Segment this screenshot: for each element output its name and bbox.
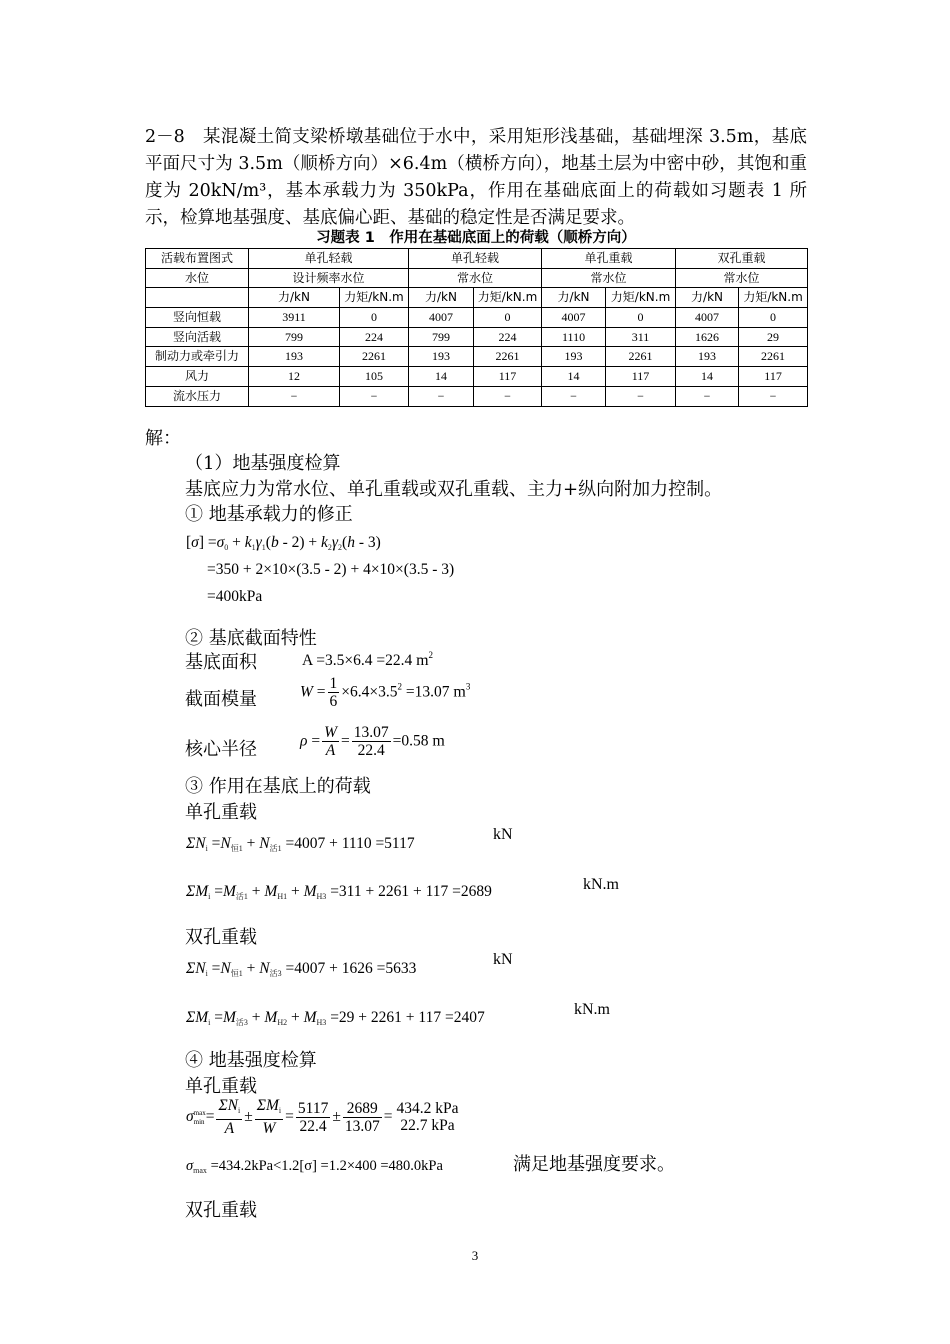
- table-cell: −: [474, 386, 542, 406]
- table-cell: 力矩/kN.m: [340, 288, 409, 308]
- modulus-result: =13.07: [405, 683, 450, 701]
- table-row: [146, 327, 808, 347]
- double-M-equation: $\Sigma M_i =M_{活3} + M_{H2} + M_{H3} =29 + 2261 + 117 =2407$: [186, 1009, 485, 1027]
- stress-result-max: 434.2 kPa: [396, 1100, 459, 1117]
- double-N-unit: kN: [493, 951, 513, 968]
- core-result: =0.58: [392, 732, 429, 750]
- table-cell: 2261: [606, 347, 676, 367]
- table-cell: 4007: [409, 308, 474, 328]
- table-row: [146, 386, 808, 406]
- stress-numerator-2: 2689: [343, 1100, 382, 1118]
- section-1d-title: ④ 地基强度检算: [185, 1050, 317, 1071]
- modulus-unit: m: [453, 683, 466, 701]
- bearing-formula-line-2: =350 + 2×10×(3.5 - 2) + 4×10×(3.5 - 3): [207, 561, 455, 578]
- table-cell: 12: [249, 367, 340, 387]
- core-numerator: 13.07: [353, 724, 389, 741]
- table-cell: 4007: [676, 308, 739, 328]
- table-cell: 力/kN: [249, 288, 340, 308]
- area-equation-text: A =3.5×6.4 =22.4: [302, 652, 413, 669]
- page-number: 3: [471, 1248, 479, 1263]
- section-1c-title: ③ 作用在基底上的荷载: [185, 776, 371, 797]
- table-cell: 0: [606, 308, 676, 328]
- table-cell: 14: [409, 367, 474, 387]
- area-equation: A =3.5×6.4 =22.4 $m^2$: [302, 650, 434, 669]
- table-cell: 799: [249, 327, 340, 347]
- table-cell: 力/kN: [409, 288, 474, 308]
- stress-denominator-2: 13.07: [344, 1117, 380, 1135]
- problem-statement: 2－8 某混凝土简支梁桥墩基础位于水中，采用矩形浅基础，基础埋深 3.5m，基底平面尺寸为 3.5m（顺桥方向）×6.4m（横桥方向），地基土层为中密中砂，其饱和重度为 20kN/m³，基本承载力为 350kPa，作用在基础底面上的荷载如习题表 1 所示，检算地基强度、基底偏心距、基础的稳定性是否满足要求。: [145, 127, 807, 228]
- table-cell: −: [409, 386, 474, 406]
- table-cell: 2261: [739, 347, 808, 367]
- loads-table: [145, 248, 808, 407]
- table-cell: 活载布置图式: [146, 249, 249, 269]
- table-cell: 193: [249, 347, 340, 367]
- table-cell: [146, 288, 249, 308]
- stress-denominator-1: 22.4: [299, 1117, 327, 1135]
- stress-numerator-1: 5117: [297, 1099, 329, 1117]
- section-1b-title: ② 基底截面特性: [185, 628, 317, 649]
- double-N-rhs: =4007 + 1626 =5633: [285, 960, 417, 977]
- area-unit: m: [416, 652, 429, 669]
- single-heavy-label-2: 单孔重载: [185, 1076, 257, 1097]
- table-cell: 14: [676, 367, 739, 387]
- core-radius-equation: ρ = $\frac{W}{A}$ = $\frac{13.07}{22.4}$ =0.58 m: [300, 724, 445, 759]
- strength-check-conclusion: 满足地基强度要求。: [513, 1154, 675, 1175]
- single-M-equation: $\Sigma M_i =M_{活1} + M_{H1} + M_{H3} =311 + 2261 + 117 =2689$: [186, 883, 492, 901]
- table-cell: 1110: [542, 327, 606, 347]
- table-cell: 流水压力: [146, 386, 249, 406]
- table-cell: 力/kN: [542, 288, 606, 308]
- table-cell: 311: [606, 327, 676, 347]
- bearing-formula-line-1: $[\sigma] =\sigma_0 + k_1\gamma_1(b - 2) + k_2\gamma_2(h - 3)$: [186, 534, 381, 552]
- table-cell: 水位: [146, 268, 249, 288]
- table-cell: 224: [474, 327, 542, 347]
- table-cell: 193: [409, 347, 474, 367]
- table-cell: 224: [340, 327, 409, 347]
- table-cell: 2261: [340, 347, 409, 367]
- single-N-rhs: =4007 + 1110 =5117: [285, 835, 415, 852]
- table-row: [146, 268, 808, 288]
- section-1-description: 基底应力为常水位、单孔重载或双孔重载、主力+纵向附加力控制。: [185, 479, 723, 500]
- single-N-unit: kN: [493, 826, 513, 843]
- table-cell: 制动力或牵引力: [146, 347, 249, 367]
- core-radius-label: 核心半径: [185, 739, 257, 760]
- table-cell: 力矩/kN.m: [474, 288, 542, 308]
- solution-label: 解：: [145, 428, 181, 449]
- table-cell: 双孔重载: [676, 249, 808, 269]
- table-row: [146, 249, 808, 269]
- single-N-equation: $\Sigma N_i =N_{恒1} + N_{活1} =4007 + 1110 =5117$: [186, 835, 415, 853]
- table-row: [146, 308, 808, 328]
- table-cell: 单孔重载: [542, 249, 676, 269]
- stress-equation: σ max min = $\frac{\Sigma N_i}{A}$ ± $\frac{\Sigma M_i}{W}$ = $\frac{5117}{22.4}$ ± $\frac{2689}{13.07}$ = 434.2 kPa 22.7 kPa: [186, 1097, 459, 1137]
- section-1-title: （1）地基强度检算: [185, 453, 341, 474]
- table-cell: 力/kN: [676, 288, 739, 308]
- table-cell: 常水位: [542, 268, 676, 288]
- table-cell: 193: [676, 347, 739, 367]
- table-row: [146, 347, 808, 367]
- bearing-formula-line-3: =400kPa: [207, 588, 263, 605]
- table-cell: 单孔轻载: [249, 249, 409, 269]
- modulus-equation-rest: ×6.4×3.5: [341, 683, 398, 701]
- double-heavy-label-2: 双孔重载: [185, 1200, 257, 1221]
- section-1a-title: ① 地基承载力的修正: [185, 504, 353, 525]
- double-M-rhs: =29 + 2261 + 117 =2407: [330, 1009, 485, 1026]
- single-heavy-label: 单孔重载: [185, 802, 257, 823]
- single-M-unit: kN.m: [583, 876, 619, 893]
- table-cell: 117: [474, 367, 542, 387]
- core-unit: m: [432, 732, 445, 750]
- table-cell: 单孔轻载: [409, 249, 542, 269]
- strength-check-rhs: =434.2kPa<1.2[σ] =1.2×400 =480.0kPa: [210, 1158, 443, 1174]
- table-cell: 竖向活载: [146, 327, 249, 347]
- table-cell: −: [542, 386, 606, 406]
- table-cell: −: [739, 386, 808, 406]
- table-row: [146, 288, 808, 308]
- table-cell: −: [340, 386, 409, 406]
- table-cell: 2261: [474, 347, 542, 367]
- table-cell: 常水位: [676, 268, 808, 288]
- double-M-unit: kN.m: [574, 1001, 610, 1018]
- table-cell: −: [606, 386, 676, 406]
- table-cell: 力矩/kN.m: [739, 288, 808, 308]
- table-cell: 799: [409, 327, 474, 347]
- table-cell: 105: [340, 367, 409, 387]
- table-cell: 0: [340, 308, 409, 328]
- modulus-label: 截面模量: [185, 689, 257, 710]
- modulus-equation: W = $\frac{1}{6}$ $\times 6.4\times 3.5^2 =13.07$ $m^3$: [300, 675, 471, 710]
- table-cell: 117: [739, 367, 808, 387]
- table-cell: 风力: [146, 367, 249, 387]
- table-cell: 193: [542, 347, 606, 367]
- table-cell: 力矩/kN.m: [606, 288, 676, 308]
- table-row: [146, 367, 808, 387]
- table-cell: 1626: [676, 327, 739, 347]
- table-cell: 常水位: [409, 268, 542, 288]
- table-cell: 14: [542, 367, 606, 387]
- core-denominator: 22.4: [357, 742, 385, 759]
- strength-check-equation: $\sigma_{max} =434.2kPa<1.2[\sigma] =1.2\times 400 =480.0kPa$: [186, 1158, 443, 1175]
- table-cell: 0: [739, 308, 808, 328]
- table-caption: 习题表 1 作用在基础底面上的荷载（顺桥方向）: [316, 230, 636, 246]
- table-cell: 117: [606, 367, 676, 387]
- stress-result-min: 22.7 kPa: [400, 1117, 455, 1134]
- double-heavy-label: 双孔重载: [185, 927, 257, 948]
- table-cell: −: [249, 386, 340, 406]
- single-M-rhs: =311 + 2261 + 117 =2689: [330, 883, 492, 900]
- table-cell: 0: [474, 308, 542, 328]
- area-label: 基底面积: [185, 652, 257, 673]
- double-N-equation: $\Sigma N_i =N_{恒1} + N_{活3} =4007 + 1626 =5633$: [186, 960, 417, 978]
- table-cell: 29: [739, 327, 808, 347]
- table-cell: 4007: [542, 308, 606, 328]
- table-cell: 竖向恒载: [146, 308, 249, 328]
- table-cell: 3911: [249, 308, 340, 328]
- table-cell: −: [676, 386, 739, 406]
- table-cell: 设计频率水位: [249, 268, 409, 288]
